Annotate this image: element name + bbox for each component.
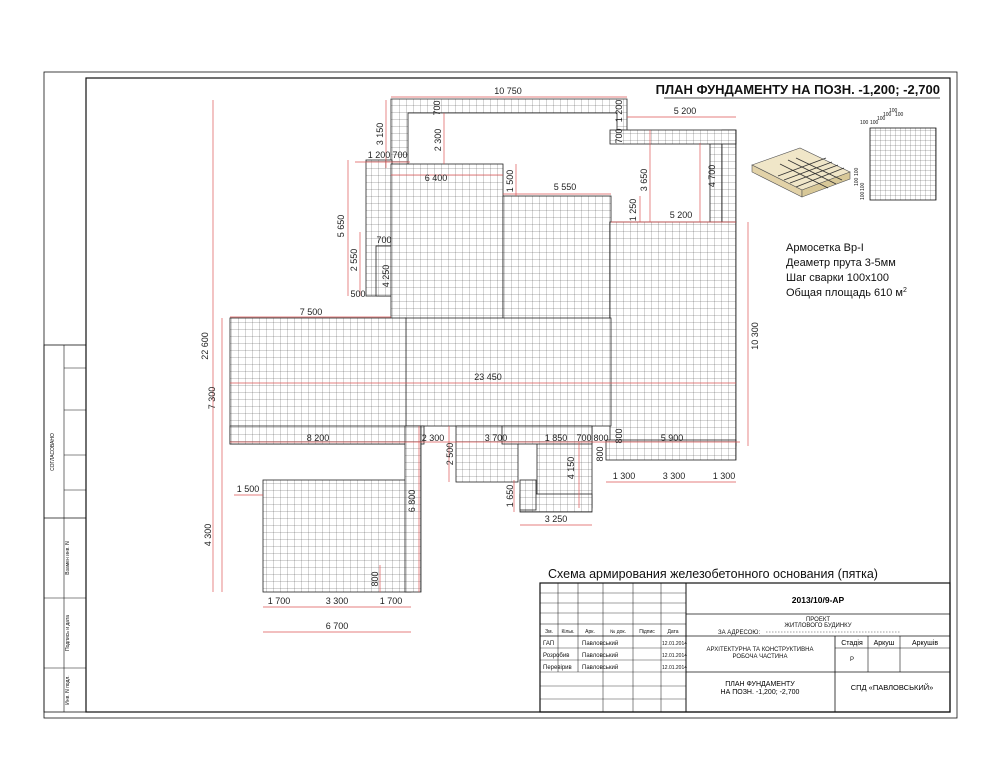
dim-22600: 22 600 bbox=[200, 332, 210, 360]
mesh-dim-6: 100 bbox=[860, 120, 869, 126]
stamp-address: ЗА АДРЕСОЮ: bbox=[718, 630, 761, 636]
mesh-dim-7: 100 bbox=[860, 191, 866, 200]
stamp-stage-value: Р bbox=[849, 657, 855, 663]
stamp-stage-header: Стадія bbox=[841, 640, 863, 647]
stamp-name-1: Павловський bbox=[582, 653, 619, 659]
dim-3300-a: 3 300 bbox=[662, 471, 686, 481]
dim-4700: 4 700 bbox=[707, 164, 717, 188]
dim-1850: 1 850 bbox=[544, 433, 568, 443]
spec-line-1: Армосетка Вр-І bbox=[786, 242, 864, 254]
dim-2300: 2 300 bbox=[433, 128, 443, 152]
stamp-section-l2: РОБОЧА ЧАСТИНА bbox=[732, 654, 788, 660]
inv-label: Инв. N подл. bbox=[65, 675, 71, 705]
dim-8200: 8 200 bbox=[306, 433, 330, 443]
dim-1650: 1 650 bbox=[505, 484, 515, 508]
mesh-strip-1650 bbox=[520, 480, 536, 510]
mesh-detail-3d bbox=[752, 148, 850, 197]
scheme-caption: Схема армирования железобетонного основания (пятка) bbox=[548, 567, 878, 581]
mesh-block-5550 bbox=[503, 196, 611, 320]
dim-700-top: 700 bbox=[432, 100, 442, 116]
dim-2500: 2 500 bbox=[445, 442, 455, 466]
dim-5650: 5 650 bbox=[336, 214, 346, 238]
mesh-dim-1: 100 bbox=[870, 120, 879, 126]
stamp-project-l1: ПРОЕКТ bbox=[805, 617, 831, 623]
stamp-role-0: ГАП bbox=[543, 641, 555, 647]
spec-line-3: Шаг сварки 100х100 bbox=[786, 272, 889, 284]
dim-10300: 10 300 bbox=[750, 322, 760, 350]
stamp-sheet-name-l2: НА ПОЗН. -1,200; -2,700 bbox=[720, 689, 800, 696]
mesh-middle-band bbox=[405, 318, 611, 426]
stamp-date-1: 12.01.2014 bbox=[662, 653, 688, 659]
mesh-spec bbox=[786, 242, 907, 299]
dim-700-low: 700 bbox=[576, 433, 592, 443]
dim-4300: 4 300 bbox=[203, 523, 213, 547]
mesh-dim-5: 100 bbox=[895, 112, 904, 118]
mesh-dim-2: 100 bbox=[877, 116, 886, 122]
dim-700-left: 700 bbox=[392, 150, 408, 160]
dim-4250: 4 250 bbox=[381, 264, 391, 288]
stamp-company: СПД «ПАВЛОВСЬКИЙ» bbox=[850, 683, 934, 692]
stamp-project-l2: ЖИТЛОВОГО БУДИНКУ bbox=[784, 623, 852, 629]
dim-1200-left: 1 200 bbox=[367, 150, 391, 160]
mesh-block-right bbox=[610, 222, 736, 446]
stamp-sheet-header: Аркуш bbox=[873, 640, 895, 647]
dim-6400: 6 400 bbox=[424, 173, 448, 183]
foundation-plan bbox=[230, 99, 736, 592]
dim-800-v: 800 bbox=[614, 428, 624, 444]
mesh-strip-right-bottom bbox=[606, 440, 736, 460]
mesh-detail-plan bbox=[854, 108, 936, 200]
dim-2300-low: 2 300 bbox=[421, 433, 445, 443]
stamp-sheets-header: Аркушів bbox=[911, 640, 939, 647]
plan-title-text: ПЛАН ФУНДАМЕНТУ НА ПОЗН. -1,200; -2,700 bbox=[655, 82, 940, 97]
mesh-dim-9: 100 bbox=[854, 177, 860, 186]
dim-1500-top: 1 500 bbox=[505, 169, 515, 193]
mesh-dim-3: 100 bbox=[883, 112, 892, 118]
stamp-hdr-5: Дата bbox=[667, 629, 679, 635]
dim-1300-b: 1 300 bbox=[712, 471, 736, 481]
dim-800-v2: 800 bbox=[595, 446, 605, 462]
title-block bbox=[540, 583, 950, 712]
dim-700-stub: 700 bbox=[376, 235, 392, 245]
mesh-dim-4: 100 bbox=[889, 108, 898, 114]
dim-3700: 3 700 bbox=[484, 433, 508, 443]
dim-5200-mid: 5 200 bbox=[669, 210, 693, 220]
dim-3250: 3 250 bbox=[544, 514, 568, 524]
dim-5550: 5 550 bbox=[553, 182, 577, 192]
dim-700-top2: 700 bbox=[614, 128, 624, 144]
dim-3650: 3 650 bbox=[639, 168, 649, 192]
dim-800-low: 800 bbox=[593, 433, 609, 443]
dim-500: 500 bbox=[350, 289, 366, 299]
dim-5900: 5 900 bbox=[660, 433, 684, 443]
dim-6700: 6 700 bbox=[325, 621, 349, 631]
stamp-code: 2013/10/9-АР bbox=[791, 595, 845, 605]
dim-1250: 1 250 bbox=[628, 198, 638, 222]
stamp-role-1: Розробив bbox=[543, 653, 570, 659]
stamp-name-2: Павловський bbox=[582, 665, 619, 671]
podpis-label: Подпись и дата bbox=[65, 615, 71, 651]
spec-line-4: Общая площадь 610 $м^2$ bbox=[786, 287, 907, 299]
stamp-name-0: Павловський bbox=[582, 641, 619, 647]
dim-7300: 7 300 bbox=[207, 386, 217, 410]
dim-1700-b: 1 700 bbox=[379, 596, 403, 606]
stamp-section-l1: АРХІТЕКТУРНА ТА КОНСТРУКТИВНА bbox=[706, 647, 814, 653]
dim-3150: 3 150 bbox=[375, 122, 385, 146]
dim-6800: 6 800 bbox=[407, 489, 417, 513]
stamp-sheet-name-l1: ПЛАН ФУНДАМЕНТУ bbox=[725, 681, 795, 688]
dim-23450: 23 450 bbox=[474, 372, 502, 382]
dim-1500-low: 1 500 bbox=[236, 484, 260, 494]
stamp-date-0: 12.01.2014 bbox=[662, 641, 688, 647]
mesh-block-7500 bbox=[230, 318, 406, 444]
dim-1700-a: 1 700 bbox=[267, 596, 291, 606]
dim-1200-top: 1 200 bbox=[614, 99, 624, 123]
dim-10750: 10 750 bbox=[494, 86, 522, 96]
stamp-role-2: Перевірив bbox=[543, 665, 572, 671]
mesh-block-6700 bbox=[263, 480, 411, 592]
vzamen-label: Взамен инв. N bbox=[65, 541, 71, 575]
dim-4150: 4 150 bbox=[566, 456, 576, 480]
dim-2550: 2 550 bbox=[349, 248, 359, 272]
stamp-hdr-4: Підпис bbox=[639, 629, 655, 635]
dim-7500: 7 500 bbox=[299, 307, 323, 317]
mesh-dim-8: 100 bbox=[860, 182, 866, 191]
spec-line-2: Деаметр прута 3-5мм bbox=[786, 257, 896, 269]
plan-title bbox=[656, 82, 940, 98]
stamp-hdr-0: Зм. bbox=[545, 629, 553, 635]
soglasovano-label: СОГЛАСОВАНО bbox=[50, 433, 56, 471]
dim-1300-a: 1 300 bbox=[612, 471, 636, 481]
mesh-block-6400 bbox=[391, 164, 503, 319]
stamp-hdr-3: № док. bbox=[609, 629, 627, 635]
dim-5200-top: 5 200 bbox=[673, 106, 697, 116]
dim-3300-b: 3 300 bbox=[325, 596, 349, 606]
mesh-dim-10: 100 bbox=[854, 167, 860, 176]
stamp-hdr-2: Арк. bbox=[585, 629, 595, 635]
dim-800-bottom: 800 bbox=[370, 571, 380, 587]
stamp-hdr-1: Кільк. bbox=[561, 629, 575, 635]
mesh-top-right-band bbox=[610, 130, 736, 144]
stamp-date-2: 12.01.2014 bbox=[662, 665, 688, 671]
side-stamp bbox=[44, 345, 86, 712]
